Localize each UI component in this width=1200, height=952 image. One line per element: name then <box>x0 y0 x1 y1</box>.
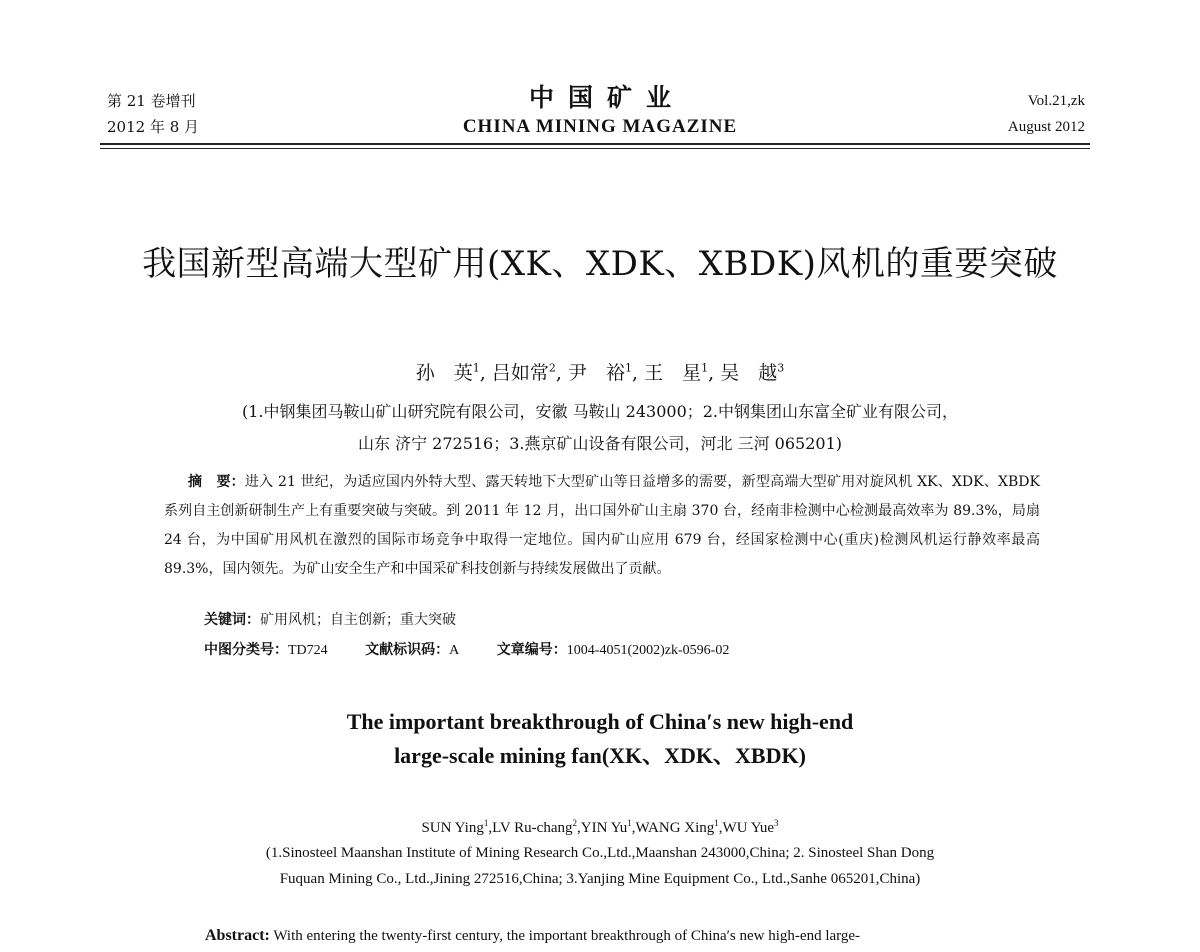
paper-title-en-line: The important breakthrough of China′s new high-end <box>346 709 854 734</box>
author-cn: 吴 越$^3$ <box>720 362 785 385</box>
affiliation-cn-line: 山东 济宁 272516；3.燕京矿山设备有限公司，河北 三河 065201) <box>357 434 842 453</box>
author-en: WANG Xing$^1$, <box>635 818 723 836</box>
abstract-cn-label: 摘 要： <box>188 474 245 490</box>
paper-title-en <box>0 705 1200 773</box>
affiliation-cn <box>0 396 1200 460</box>
affiliation-cn-line: (1.中钢集团马鞍山矿山研究院有限公司，安徽 马鞍山 243000；2.中钢集团山东富全矿业有限公司， <box>241 402 959 421</box>
journal-volume-en <box>1008 88 1085 140</box>
journal-title-en: CHINA MINING MAGAZINE <box>462 116 738 137</box>
abstract-cn <box>164 468 1040 584</box>
journal-title-cn: 中国矿业 <box>528 83 685 112</box>
keywords-label: 关键词： <box>204 612 260 628</box>
authors-en <box>0 812 1200 839</box>
paper-title-cn: 我国新型高端大型矿用(XK、XDK、XBDK)风机的重要突破 <box>142 244 1058 284</box>
keywords-text: 矿用风机；自主创新；重大突破 <box>260 612 456 628</box>
author-en: WU Yue$^3$ <box>722 818 779 836</box>
author-cn: 王 星$^1$, <box>644 362 715 385</box>
keywords <box>204 608 456 632</box>
paper-title-en-line: large-scale mining fan(XK、XDK、XBDK) <box>394 743 806 768</box>
article-no-label: 文章编号： <box>496 642 567 658</box>
clc-value: TD724 <box>288 643 328 658</box>
affiliation-en-line: Fuquan Mining Co., Ltd.,Jining 272516,China; 3.Yanjing Mine Equipment Co., Ltd.,Sanhe 065201,China) <box>279 871 921 887</box>
author-cn: 吕如常$^2$, <box>491 362 562 385</box>
clc-label: 中图分类号： <box>204 642 288 658</box>
doc-code-value: A <box>449 643 460 658</box>
authors-cn <box>0 355 1200 387</box>
affiliation-en <box>0 840 1200 892</box>
date-en: August 2012 <box>1007 119 1085 135</box>
volume-en: Vol.21,zk <box>1027 93 1085 109</box>
volume-cn: 第 21 卷增刊 <box>107 92 196 110</box>
abstract-en-label: Abstract: <box>205 927 270 944</box>
abstract-en <box>205 924 860 948</box>
classification-line <box>204 638 729 663</box>
author-cn: 孙 英$^1$, <box>415 362 486 385</box>
date-cn: 2012 年 8 月 <box>107 118 200 136</box>
author-cn: 尹 裕$^1$, <box>567 362 639 385</box>
abstract-cn-text: 进入 21 世纪，为适应国内外特大型、露天转地下大型矿山等日益增多的需要，新型高端大型矿用对旋风机 XK、XDK、XBDK 系列自主创新研制生产上有重要突破与突破。到 2011 年 12 月，出口国外矿山主扇 370 台，经南非检测中心检测最高效率为 89.3%，局扇 24 台，为中国矿用风机在激烈的国际市场竞争中取得一定地位。国内矿山应用 679 台，经国家检测中心(重庆)检测风机运行静效率最高 89.3%，国内领先。为矿山安全生产和中国采矿科技创新与持续发展做出了贡献。 <box>164 474 1040 577</box>
article-no-value: 1004-4051(2002)zk-0596-02 <box>566 643 730 658</box>
doc-code-label: 文献标识码： <box>365 642 450 658</box>
abstract-en-text: With entering the twenty-first century, the important breakthrough of China′s new high-end large- <box>273 928 861 944</box>
header-rule-thick <box>100 143 1090 145</box>
author-en: LV Ru-chang$^2$, <box>492 818 581 836</box>
affiliation-en-line: (1.Sinosteel Maanshan Institute of Mining Research Co.,Ltd.,Maanshan 243000,China; 2. Sinosteel Shan Dong <box>265 845 935 861</box>
author-en: SUN Ying$^1$, <box>421 818 493 836</box>
author-en: YIN Yu$^1$, <box>580 818 636 836</box>
header-rule-thin <box>100 148 1090 149</box>
